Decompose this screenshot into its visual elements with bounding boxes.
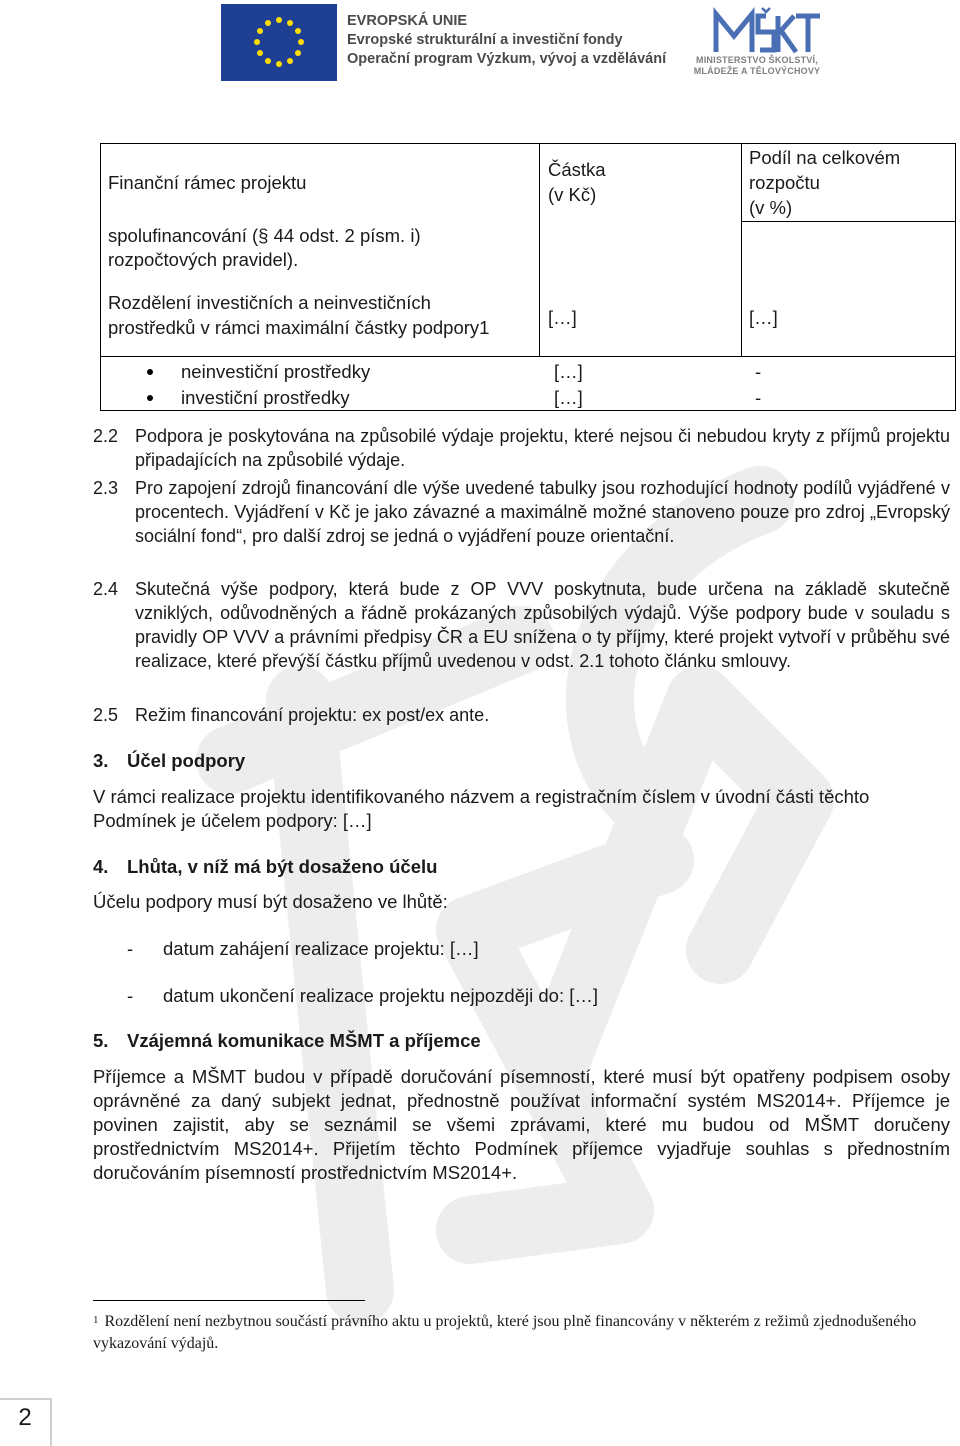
footnote-marker: 1 xyxy=(93,1314,99,1326)
eu-line-2: Evropské strukturální a investiční fondy xyxy=(347,32,623,48)
paragraph-2-4 xyxy=(93,577,950,673)
dash: - xyxy=(127,985,134,1006)
eu-line-1: EVROPSKÁ UNIE xyxy=(347,13,468,29)
bullet-icon xyxy=(147,395,153,401)
table-split-line1: Rozdělení investičních a neinvestičních xyxy=(108,292,431,313)
eu-line-3: Operační program Výzkum, vývoj a vzdělávání xyxy=(347,51,667,67)
paragraph-text: Režim financování projektu: ex post/ex ante. xyxy=(135,705,490,725)
table-noninvest-label: neinvestiční prostředky xyxy=(181,361,371,382)
table-header-amount: Částka xyxy=(548,159,606,180)
page-number: 2 xyxy=(18,1404,32,1431)
table-header-share-line2: rozpočtu xyxy=(749,172,820,193)
table-noninvest-amount: […] xyxy=(554,361,583,382)
section-3-text: V rámci realizace projektu identifikovaného názvem a registračním číslem v úvodní části těchto Podmínek je účelem podpory: […] xyxy=(93,786,870,831)
section-4-heading xyxy=(93,855,437,879)
section-5-text: Příjemce a MŠMT budou v případě doručování písemností, které musí být opatřeny podpisem osoby oprávněné za daný subjekt jednat, přednostně používat informační systém MS2014+. Příjemce je povinen zajistit, aby se seznámil se všemi zprávami, které mu budou od MŠMT doručeny prostřednictvím MS2014+. Přijetím těchto Podmínek příjemce vyjadřuje souhlas s přednostním doručováním písemností prostřednictvím MS2014+. xyxy=(93,1066,950,1183)
table-cofinancing-line1: spolufinancování (§ 44 odst. 2 písm. i) xyxy=(108,225,421,246)
section-4-intro: Účelu podpory musí být dosaženo ve lhůtě: xyxy=(93,891,448,912)
section-number: 3. xyxy=(93,750,109,771)
bullet-icon xyxy=(147,369,153,375)
table-cofinancing-line2: rozpočtových pravidel). xyxy=(108,249,299,270)
section-title: Lhůta, v níž má být dosaženo účelu xyxy=(127,856,438,877)
paragraph-text: Podpora je poskytována na způsobilé výdaje projektu, které nejsou či nebudou kryty z příjmů projektu připadajících na způsobilé výdaje. xyxy=(135,426,950,470)
footnote-text: Rozdělení není nezbytnou součástí právního aktu u projektů, které jsou plně financovány v některém z režimů zjednodušeného vykazování výdajů. xyxy=(93,1313,917,1352)
deadline-start-text: datum zahájení realizace projektu: […] xyxy=(163,938,479,959)
msmt-caption-line-1: MINISTERSTVO ŠKOLSTVÍ, xyxy=(696,55,818,65)
section-title: Vzájemná komunikace MŠMT a příjemce xyxy=(127,1030,481,1051)
paragraph-text: Skutečná výše podpory, která bude z OP VVV poskytnuta, bude určena na základě skutečně vzniklých, odůvodněných a řádně prokázaných způsobilých výdajů. Výše podpory bude v souladu s pravidly OP VVV a právními předpisy ČR a EU snížena o ty příjmy, které projekt vytvoří v průběhu své realizace, které převýší částku příjmů uvedenou v odst. 2.1 tohoto článku smlouvy. xyxy=(135,579,950,671)
section-3-heading xyxy=(93,749,245,773)
financial-table xyxy=(100,143,956,411)
table-header-financial-frame: Finanční rámec projektu xyxy=(108,172,307,193)
dash: - xyxy=(127,938,134,959)
msmt-caption xyxy=(680,55,834,77)
section-title: Účel podpory xyxy=(127,750,246,771)
deadline-start xyxy=(127,937,479,961)
footnote xyxy=(93,1311,953,1355)
table-header-share: Podíl na celkovém xyxy=(749,147,901,168)
paragraph-2-2 xyxy=(93,424,950,472)
paragraph-number: 2.2 xyxy=(93,426,119,446)
table-split-share: […] xyxy=(749,307,778,328)
table-split-line2: prostředků v rámci maximální částky podpory1 xyxy=(108,317,490,338)
eu-flag-logo xyxy=(221,4,337,81)
paragraph-number: 2.5 xyxy=(93,705,119,725)
table-invest-amount: […] xyxy=(554,387,583,408)
footnote-rule xyxy=(93,1300,365,1301)
section-5-heading xyxy=(93,1029,481,1053)
eu-logo-text xyxy=(347,12,666,69)
table-invest-label: investiční prostředky xyxy=(181,387,350,408)
paragraph-number: 2.3 xyxy=(93,478,119,498)
paragraph-text: Pro zapojení zdrojů financování dle výše uvedené tabulky jsou rozhodující hodnoty podílů vyjádřené v procentech. Vyjádření v Kč je jako závazné a maximálně možné stanoveno pouze pro zdroj „Evropský sociální fond“, pro další zdroj se jedná o vyjádření pouze orientační. xyxy=(135,478,950,546)
paragraph-2-3 xyxy=(93,476,950,548)
table-split-amount: […] xyxy=(548,307,577,328)
paragraph-2-5 xyxy=(93,703,950,727)
section-number: 4. xyxy=(93,856,109,877)
msmt-caption-line-2: MLÁDEŽE A TĚLOVÝCHOVY xyxy=(693,66,821,76)
table-header-amount-unit: (v Kč) xyxy=(548,184,597,205)
table-noninvest-share: - xyxy=(755,361,762,382)
table-invest-share: - xyxy=(755,387,762,408)
deadline-end-text: datum ukončení realizace projektu nejpozději do: […] xyxy=(163,985,599,1006)
paragraph-number: 2.4 xyxy=(93,579,119,599)
table-header-share-unit: (v %) xyxy=(749,197,793,218)
deadline-end xyxy=(127,984,598,1008)
section-number: 5. xyxy=(93,1030,109,1051)
